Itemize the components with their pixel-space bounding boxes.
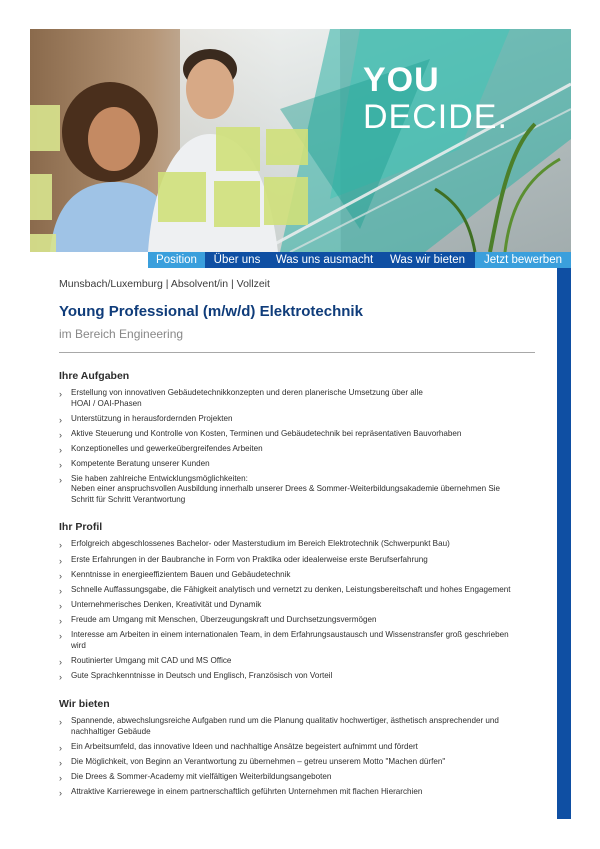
chevron-right-icon: ›: [59, 459, 62, 470]
chevron-right-icon: ›: [59, 656, 62, 667]
chevron-right-icon: ›: [59, 600, 62, 611]
list-item: › Freude am Umgang mit Menschen, Überzeugungskraft und Durchsetzungsvermögen: [59, 614, 377, 626]
wir-bieten-list: [59, 716, 539, 797]
list-item: › Erfolgreich abgeschlossenes Bachelor- oder Masterstudium im Bereich Elektrotechnik (Schwerpunkt Bau): [59, 539, 450, 551]
list-item: › Aktive Steuerung und Kontrolle von Kosten, Terminen und Gebäudetechnik bei repräsentativen Bauvorhaben: [59, 428, 462, 440]
sticky-note: [30, 174, 52, 220]
chevron-right-icon: ›: [59, 717, 62, 728]
tab-ueber-uns[interactable]: Über uns: [213, 254, 261, 266]
list-item: › Erste Erfahrungen in der Baubranche in Form von Praktika oder idealerweise erste Berufserfahrung: [59, 554, 428, 566]
chevron-right-icon: ›: [59, 570, 62, 581]
list-item: › Spannende, abwechslungsreiche Aufgaben rund um die Planung qualitativ hochwertiger, ästhetisch ansprechender und nachhaltiger Gebäude: [59, 716, 499, 736]
list-item: › Routinierter Umgang mit CAD und MS Office: [59, 655, 232, 667]
list-item: › Unterstützung in herausfordernden Projekten: [59, 413, 233, 425]
sticky-note: [30, 105, 60, 151]
claim-line-2: DECIDE.: [363, 98, 508, 136]
side-accent-bar: [557, 268, 571, 819]
aufgaben-list: [59, 388, 539, 505]
list-item: › Attraktive Karrierewege in einem partnerschaftlich geführten Unternehmen mit flachen Hierarchien: [59, 787, 423, 799]
chevron-right-icon: ›: [59, 540, 62, 551]
job-title: Young Professional (m/w/d) Elektrotechnik: [59, 303, 363, 320]
section-heading-aufgaben: Ihre Aufgaben: [59, 370, 130, 382]
chevron-right-icon: ›: [59, 389, 62, 399]
list-item: › Die Möglichkeit, von Beginn an Verantwortung zu übernehmen – getreu unserem Motto "Machen dürfen": [59, 756, 446, 768]
list-item: › Erstellung von innovativen Gebäudetechnikkonzepten und deren planerische Umsetzung über alle HOAI / OAI-Phasen: [59, 388, 423, 408]
profil-list: [59, 539, 539, 681]
tab-was-uns-ausmacht[interactable]: Was uns ausmacht: [275, 254, 374, 266]
list-item: › Gute Sprachkenntnisse in Deutsch und Englisch, Französisch von Vorteil: [59, 670, 333, 682]
chevron-right-icon: ›: [59, 788, 62, 799]
job-subtitle: im Bereich Engineering: [59, 327, 184, 341]
sticky-note: [158, 172, 206, 222]
apply-now-button[interactable]: Jetzt bewerben: [475, 252, 571, 268]
chevron-right-icon: ›: [59, 742, 62, 753]
chevron-right-icon: ›: [59, 615, 62, 626]
chevron-right-icon: ›: [59, 429, 62, 440]
chevron-right-icon: ›: [59, 585, 62, 596]
section-heading-wir-bieten: Wir bieten: [59, 698, 110, 711]
chevron-right-icon: ›: [59, 474, 62, 485]
tab-was-wir-bieten[interactable]: Was wir bieten: [390, 254, 465, 266]
list-item: › Schnelle Auffassungsgabe, die Fähigkeit analytisch und vernetzt zu denken, Leistungsbereitschaft und hohes Engagement: [59, 584, 511, 596]
list-item: › Kompetente Beratung unserer Kunden: [59, 458, 210, 470]
section-tabs: [148, 252, 571, 268]
hero-image: [30, 29, 571, 252]
chevron-right-icon: ›: [59, 555, 62, 566]
sticky-note: [214, 181, 260, 227]
claim-line-1: YOU: [363, 61, 440, 99]
tab-position[interactable]: Position: [148, 252, 205, 268]
chevron-right-icon: ›: [59, 773, 62, 783]
list-item: › Kenntnisse in energieeffizientem Bauen und Gebäudetechnik: [59, 569, 291, 581]
chevron-right-icon: ›: [59, 671, 62, 682]
list-item: › Interesse am Arbeiten in einem internationalen Team, in dem Erfahrungsaustausch und Wissenstransfer groß geschrieben wird: [59, 630, 509, 650]
hero-claim: [363, 63, 508, 134]
chevron-right-icon: ›: [59, 631, 62, 642]
list-item: › Sie haben zahlreiche Entwicklungsmöglichkeiten: Neben einer anspruchsvollen Ausbildung innerhalb unserer Drees & Sommer-Weiterbildungsakademie übernehmen Sie Schritt für Schritt Verantwortung: [59, 473, 501, 504]
sticky-note: [216, 127, 260, 171]
list-item: › Konzeptionelles und gewerkeübergreifendes Arbeiten: [59, 443, 263, 455]
job-content: [59, 278, 539, 802]
chevron-right-icon: ›: [59, 414, 62, 425]
sticky-note: [30, 234, 56, 252]
sticky-note: [264, 177, 308, 225]
section-heading-profil: Ihr Profil: [59, 521, 103, 534]
list-item: › Die Drees & Sommer-Academy mit vielfältigen Weiterbildungsangeboten: [59, 772, 332, 783]
list-item: › Ein Arbeitsumfeld, das innovative Ideen und nachhaltige Ansätze begeistert aufnimmt und fördert: [59, 741, 418, 753]
chevron-right-icon: ›: [59, 757, 62, 768]
chevron-right-icon: ›: [59, 444, 62, 455]
list-item: › Unternehmerisches Denken, Kreativität und Dynamik: [59, 599, 262, 611]
job-meta: Munsbach/Luxemburg | Absolvent/in | Vollzeit: [59, 278, 270, 290]
divider: [59, 352, 535, 353]
sticky-note: [266, 129, 308, 165]
